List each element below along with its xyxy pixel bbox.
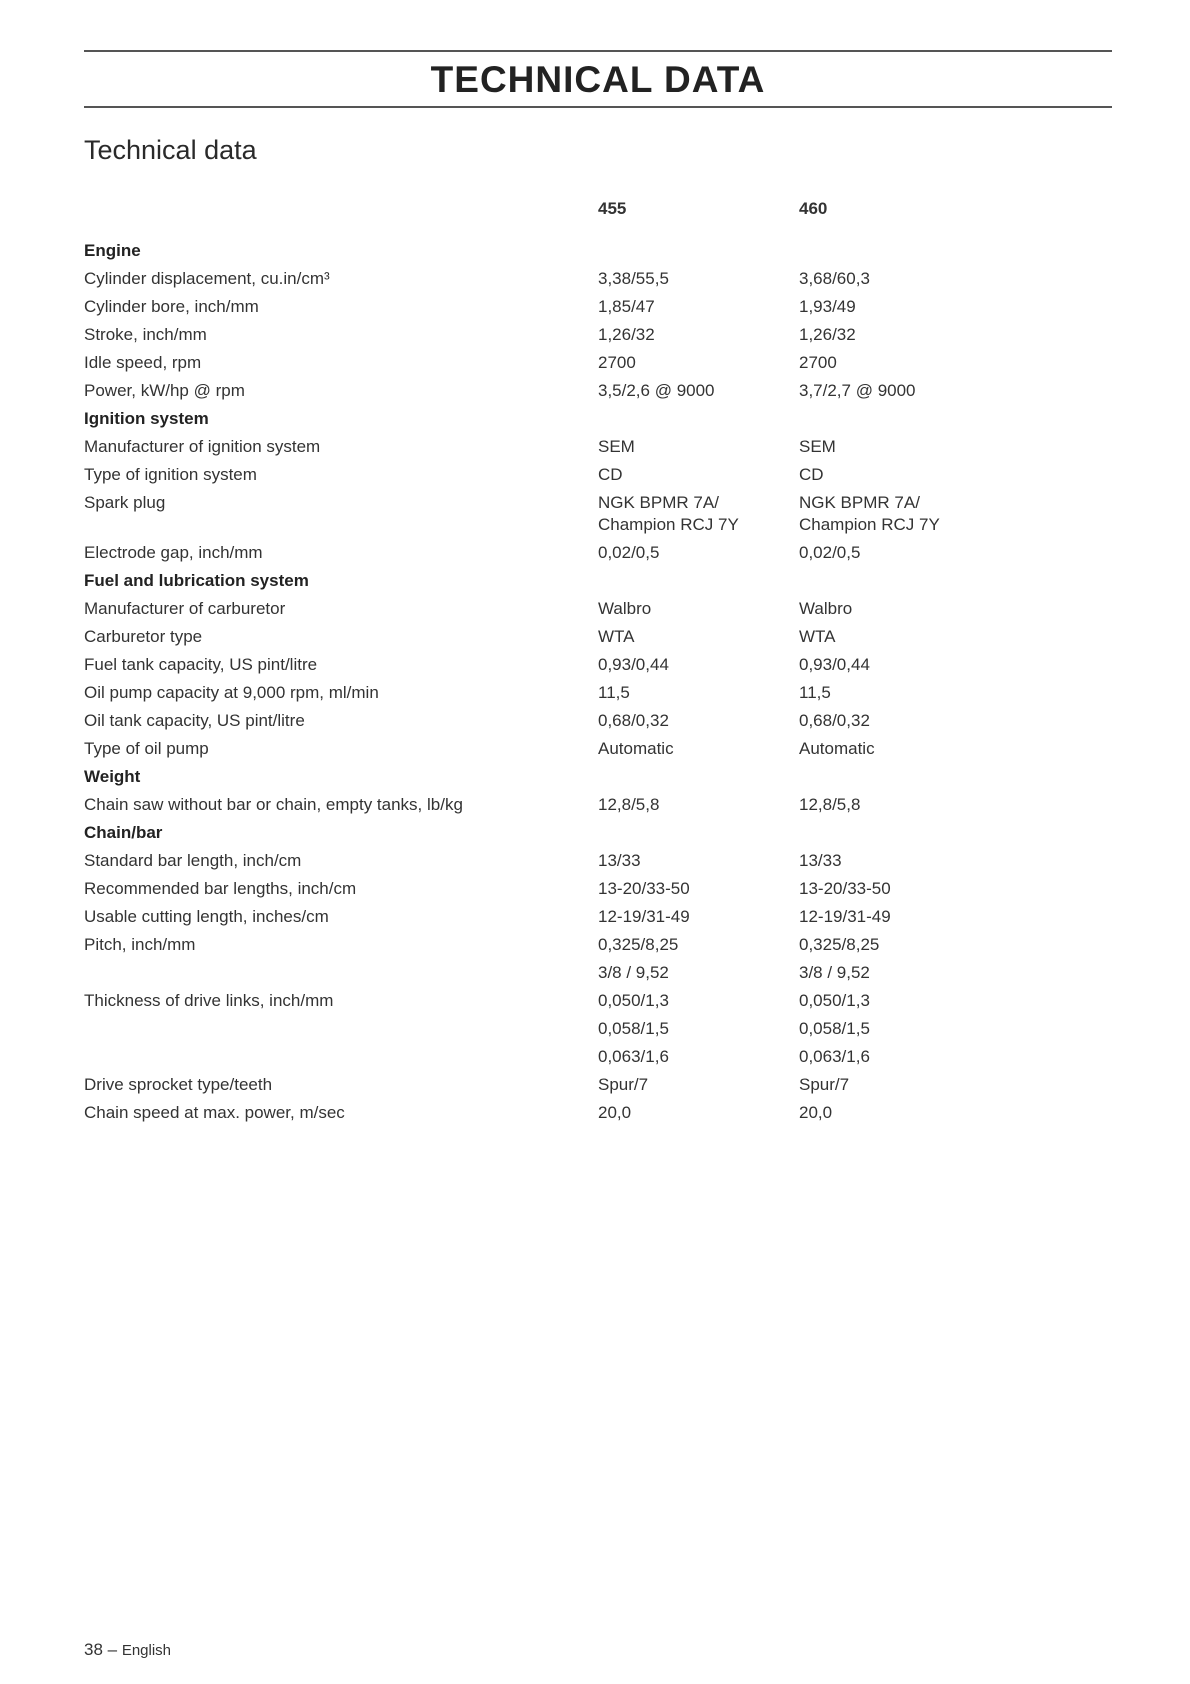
spec-label: Oil tank capacity, US pint/litre <box>84 711 305 730</box>
value-455: WTA <box>598 627 635 646</box>
spec-label: Power, kW/hp @ rpm <box>84 381 245 400</box>
spec-label: Oil pump capacity at 9,000 rpm, ml/min <box>84 683 379 702</box>
value-460: 12,8/5,8 <box>799 795 861 814</box>
spec-label: Usable cutting length, inches/cm <box>84 907 329 926</box>
section-heading: Engine <box>84 241 141 260</box>
section-heading-row <box>84 567 1112 595</box>
value-460: 20,0 <box>799 1103 833 1122</box>
spec-label: Standard bar length, inch/cm <box>84 851 302 870</box>
value-455: NGK BPMR 7A/ Champion RCJ 7Y <box>598 493 739 534</box>
table-row <box>84 349 1112 377</box>
spec-label: Cylinder bore, inch/mm <box>84 297 259 316</box>
value-460: 2700 <box>799 353 837 372</box>
table-row <box>84 959 1112 987</box>
section-heading-row <box>84 763 1112 791</box>
value-455: Automatic <box>598 739 674 758</box>
footer-language: English <box>121 1642 172 1659</box>
value-455: 3,38/55,5 <box>598 269 669 288</box>
value-460: Walbro <box>799 599 853 618</box>
value-460: NGK BPMR 7A/ Champion RCJ 7Y <box>799 493 940 534</box>
value-460: 12-19/31-49 <box>799 907 891 926</box>
value-455: 20,0 <box>598 1103 632 1122</box>
value-455: 3,5/2,6 @ 9000 <box>598 381 715 400</box>
table-row <box>84 377 1112 405</box>
value-460: 0,050/1,3 <box>799 991 870 1010</box>
value-455: 0,325/8,25 <box>598 935 679 954</box>
value-455: 0,02/0,5 <box>598 543 660 562</box>
section-heading: Fuel and lubrication system <box>84 571 309 590</box>
value-455: CD <box>598 465 623 484</box>
table-row <box>84 489 1112 539</box>
value-460: 0,68/0,32 <box>799 711 870 730</box>
table-row <box>84 623 1112 651</box>
value-455: 0,93/0,44 <box>598 655 669 674</box>
table-row <box>84 595 1112 623</box>
table-row <box>84 735 1112 763</box>
spec-table <box>84 195 1112 1127</box>
page-title: Technical data <box>84 135 257 165</box>
spec-label: Manufacturer of carburetor <box>84 599 286 618</box>
value-455: 1,85/47 <box>598 297 655 316</box>
section-heading: Chain/bar <box>84 823 163 842</box>
value-460: 3,7/2,7 @ 9000 <box>799 381 916 400</box>
value-460: 3,68/60,3 <box>799 269 870 288</box>
table-header-row <box>84 195 1112 237</box>
table-row <box>84 651 1112 679</box>
table-row <box>84 1015 1112 1043</box>
spec-label: Chain saw without bar or chain, empty tanks, lb/kg <box>84 795 463 814</box>
spec-label: Spark plug <box>84 493 166 512</box>
spec-label: Fuel tank capacity, US pint/litre <box>84 655 318 674</box>
value-455: 11,5 <box>598 683 630 702</box>
table-row <box>84 321 1112 349</box>
spec-label: Type of oil pump <box>84 739 209 758</box>
spec-label: Pitch, inch/mm <box>84 935 196 954</box>
value-455: 13-20/33-50 <box>598 879 690 898</box>
banner <box>84 50 1112 108</box>
spec-label: Stroke, inch/mm <box>84 325 207 344</box>
value-455: 12-19/31-49 <box>598 907 690 926</box>
section-heading-row <box>84 405 1112 433</box>
section-heading-row <box>84 819 1112 847</box>
value-455: 0,68/0,32 <box>598 711 669 730</box>
value-460: 0,93/0,44 <box>799 655 870 674</box>
spec-label: Cylinder displacement, cu.in/cm³ <box>84 269 330 288</box>
table-row <box>84 265 1112 293</box>
spec-label: Thickness of drive links, inch/mm <box>84 991 334 1010</box>
table-row <box>84 987 1112 1015</box>
spec-label: Idle speed, rpm <box>84 353 202 372</box>
table-row <box>84 791 1112 819</box>
table-row <box>84 433 1112 461</box>
page-footer <box>84 1640 171 1660</box>
spec-label: Chain speed at max. power, m/sec <box>84 1103 345 1122</box>
value-460: 1,93/49 <box>799 297 856 316</box>
value-460: 11,5 <box>799 683 831 702</box>
value-455: 12,8/5,8 <box>598 795 660 814</box>
table-row <box>84 847 1112 875</box>
table-row <box>84 931 1112 959</box>
value-455: 3/8 / 9,52 <box>598 963 669 982</box>
value-460: 3/8 / 9,52 <box>799 963 870 982</box>
table-row <box>84 875 1112 903</box>
banner-title: TECHNICAL DATA <box>430 59 766 100</box>
spec-label: Manufacturer of ignition system <box>84 437 321 456</box>
header-460: 460 <box>799 199 828 218</box>
value-460: 0,325/8,25 <box>799 935 880 954</box>
value-460: Spur/7 <box>799 1075 850 1094</box>
section-heading: Ignition system <box>84 409 209 428</box>
table-row <box>84 679 1112 707</box>
value-455: 0,058/1,5 <box>598 1019 669 1038</box>
value-460: 0,02/0,5 <box>799 543 861 562</box>
value-460: 0,063/1,6 <box>799 1047 870 1066</box>
value-455: Walbro <box>598 599 652 618</box>
value-455: Spur/7 <box>598 1075 649 1094</box>
value-455: 1,26/32 <box>598 325 655 344</box>
value-455: 0,050/1,3 <box>598 991 669 1010</box>
table-row <box>84 1071 1112 1099</box>
table-row <box>84 1099 1112 1127</box>
spec-label: Drive sprocket type/teeth <box>84 1075 273 1094</box>
spec-label: Recommended bar lengths, inch/cm <box>84 879 357 898</box>
value-460: 13/33 <box>799 851 842 870</box>
value-460: WTA <box>799 627 836 646</box>
value-460: Automatic <box>799 739 875 758</box>
table-row <box>84 461 1112 489</box>
spec-label: Electrode gap, inch/mm <box>84 543 263 562</box>
spec-label: Carburetor type <box>84 627 203 646</box>
value-455: SEM <box>598 437 635 456</box>
page-number: 38 – <box>84 1640 118 1659</box>
table-row <box>84 293 1112 321</box>
value-460: 0,058/1,5 <box>799 1019 870 1038</box>
value-460: CD <box>799 465 824 484</box>
value-460: 1,26/32 <box>799 325 856 344</box>
value-460: SEM <box>799 437 836 456</box>
table-row <box>84 903 1112 931</box>
table-row <box>84 1043 1112 1071</box>
table-row <box>84 539 1112 567</box>
value-455: 0,063/1,6 <box>598 1047 669 1066</box>
header-455: 455 <box>598 199 627 218</box>
section-heading: Weight <box>84 767 141 786</box>
value-455: 13/33 <box>598 851 641 870</box>
value-460: 13-20/33-50 <box>799 879 891 898</box>
table-row <box>84 707 1112 735</box>
value-455: 2700 <box>598 353 636 372</box>
spec-label: Type of ignition system <box>84 465 257 484</box>
section-heading-row <box>84 237 1112 265</box>
